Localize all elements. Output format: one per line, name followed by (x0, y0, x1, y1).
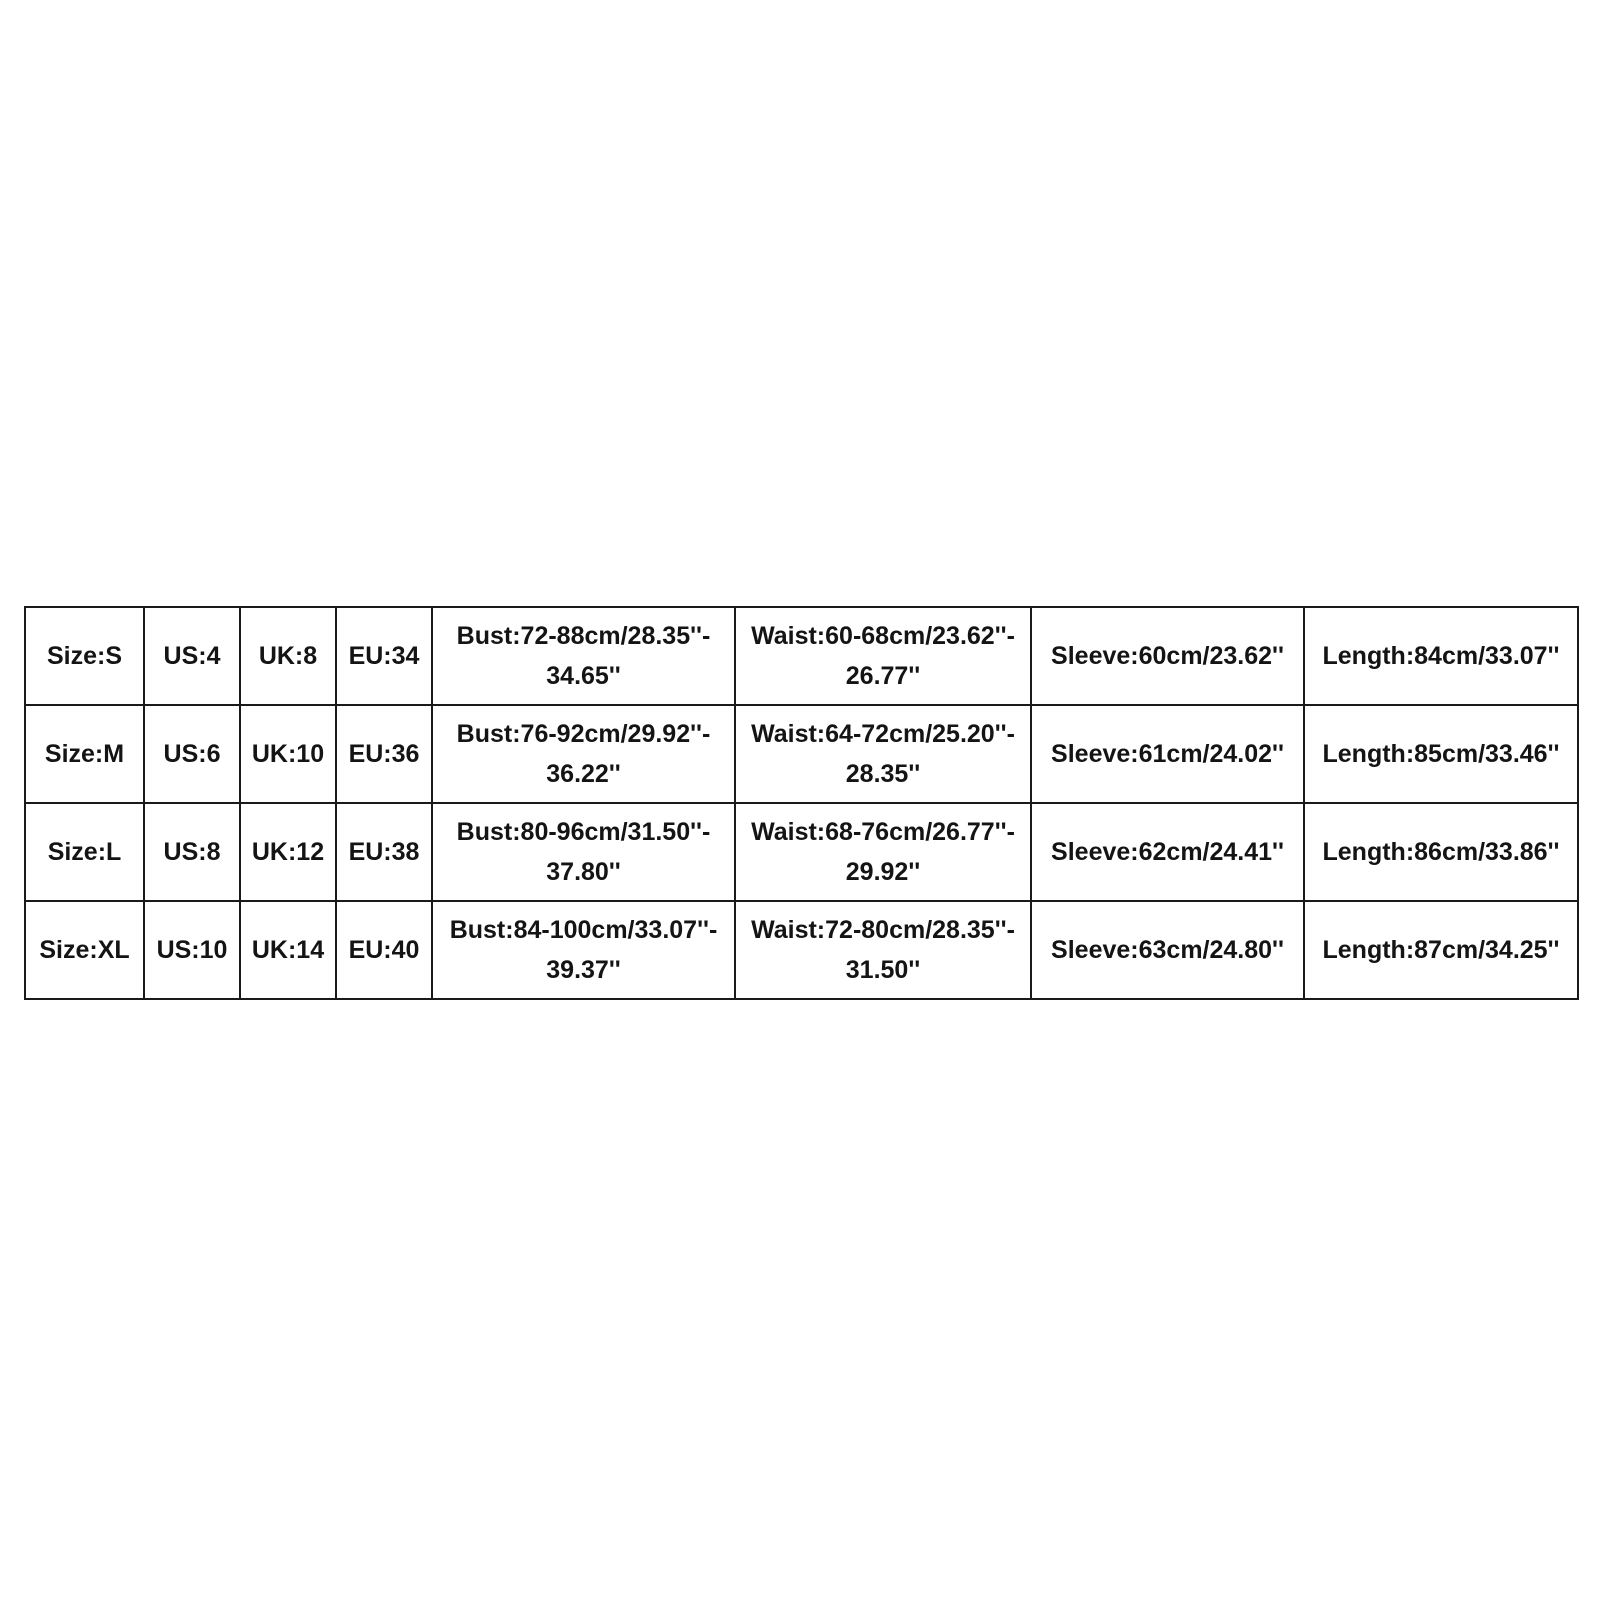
sleeve-cell: Sleeve:62cm/24.41'' (1031, 803, 1304, 901)
us-size-cell: US:6 (144, 705, 240, 803)
us-size-cell: US:8 (144, 803, 240, 901)
length-cell: Length:87cm/34.25'' (1304, 901, 1578, 999)
uk-size-cell: UK:12 (240, 803, 336, 901)
waist-cell (735, 901, 1031, 999)
eu-size-cell: EU:38 (336, 803, 432, 901)
us-size-cell: US:4 (144, 607, 240, 705)
eu-size-cell: EU:34 (336, 607, 432, 705)
sleeve-cell: Sleeve:60cm/23.62'' (1031, 607, 1304, 705)
table-row (25, 803, 1578, 901)
table-row (25, 901, 1578, 999)
length-cell: Length:86cm/33.86'' (1304, 803, 1578, 901)
table-row (25, 705, 1578, 803)
bust-line-1: Bust:76-92cm/29.92''- (456, 720, 711, 748)
length-cell: Length:85cm/33.46'' (1304, 705, 1578, 803)
waist-line-2: 28.35'' (845, 760, 921, 788)
uk-size-cell: UK:10 (240, 705, 336, 803)
size-cell: Size:XL (25, 901, 144, 999)
waist-line-1: Waist:64-72cm/25.20''- (751, 720, 1015, 748)
waist-line-2: 26.77'' (845, 662, 921, 690)
waist-line-1: Waist:60-68cm/23.62''- (751, 622, 1015, 650)
waist-line-2: 29.92'' (845, 858, 921, 886)
table-row (25, 607, 1578, 705)
size-cell: Size:L (25, 803, 144, 901)
waist-cell (735, 705, 1031, 803)
eu-size-cell: EU:40 (336, 901, 432, 999)
bust-cell (432, 607, 735, 705)
sleeve-cell: Sleeve:61cm/24.02'' (1031, 705, 1304, 803)
bust-line-1: Bust:84-100cm/33.07''- (449, 916, 718, 944)
sleeve-cell: Sleeve:63cm/24.80'' (1031, 901, 1304, 999)
bust-line-1: Bust:80-96cm/31.50''- (456, 818, 711, 846)
bust-line-2: 36.22'' (546, 760, 621, 788)
size-cell: Size:S (25, 607, 144, 705)
bust-cell (432, 803, 735, 901)
us-size-cell: US:10 (144, 901, 240, 999)
waist-cell (735, 607, 1031, 705)
size-cell: Size:M (25, 705, 144, 803)
waist-cell (735, 803, 1031, 901)
size-chart-table (24, 606, 1579, 1000)
uk-size-cell: UK:8 (240, 607, 336, 705)
waist-line-1: Waist:68-76cm/26.77''- (751, 818, 1015, 846)
waist-line-1: Waist:72-80cm/28.35''- (751, 916, 1015, 944)
bust-cell (432, 901, 735, 999)
waist-line-2: 31.50'' (845, 956, 921, 984)
bust-line-2: 39.37'' (546, 956, 621, 984)
bust-line-2: 37.80'' (546, 858, 621, 886)
bust-cell (432, 705, 735, 803)
bust-line-1: Bust:72-88cm/28.35''- (456, 622, 711, 650)
eu-size-cell: EU:36 (336, 705, 432, 803)
bust-line-2: 34.65'' (546, 662, 621, 690)
uk-size-cell: UK:14 (240, 901, 336, 999)
length-cell: Length:84cm/33.07'' (1304, 607, 1578, 705)
